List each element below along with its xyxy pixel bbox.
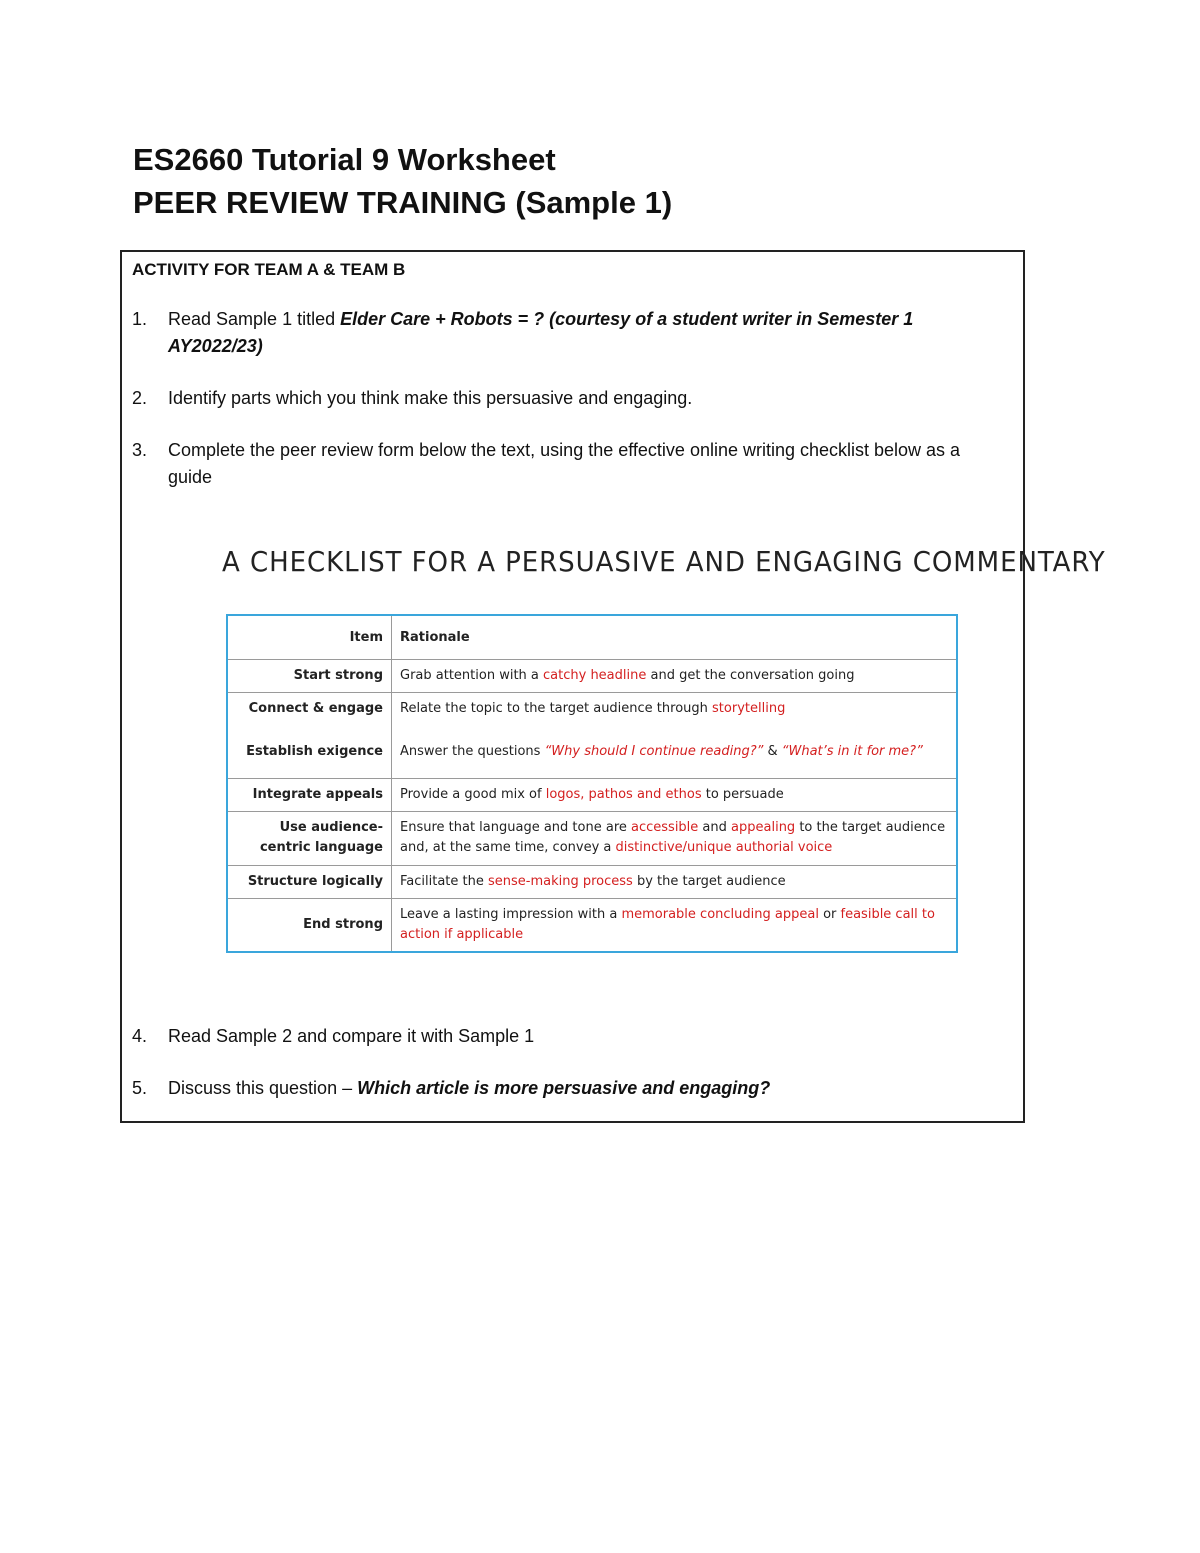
header-item: Item (227, 615, 392, 659)
rationale-end-strong: Leave a lasting impression with a memorable concluding appeal or feasible call to action if applicable (392, 898, 958, 952)
step-text-plain: Read Sample 1 titled (168, 309, 341, 329)
item-audience-centric: Use audience-centric language (227, 811, 392, 865)
rationale-connect-engage: Relate the topic to the target audience through storytelling (392, 692, 958, 725)
item-integrate-appeals: Integrate appeals (227, 778, 392, 811)
step-4 (132, 1023, 1007, 1050)
checklist-row (227, 725, 957, 778)
checklist-row (227, 865, 957, 898)
step-text: Identify parts which you think make this persuasive and engaging. (168, 388, 693, 408)
rationale-integrate-appeals: Provide a good mix of logos, pathos and ethos to persuade (392, 778, 958, 811)
step-number: 3. (132, 440, 148, 460)
step-1 (132, 306, 1007, 360)
discussion-question: Which article is more persuasive and engaging? (357, 1078, 771, 1098)
step-text (168, 1075, 1007, 1102)
header-rationale: Rationale (400, 629, 470, 645)
item-establish-exigence: Establish exigence (227, 725, 392, 778)
step-text: Complete the peer review form below the text, using the effective online writing checklist below as a guide (168, 440, 961, 487)
step-number: 2. (132, 388, 148, 408)
checklist-header-row (227, 615, 957, 659)
step-number: 1. (132, 309, 148, 329)
worksheet-title: ES2660 Tutorial 9 Worksheet (133, 142, 556, 177)
checklist-row (227, 659, 957, 692)
rationale-start-strong: Grab attention with a catchy headline and get the conversation going (392, 659, 958, 692)
step-text: Read Sample 2 and compare it with Sample 1 (168, 1026, 535, 1046)
rationale-structure-logically: Facilitate the sense-making process by the target audience (392, 865, 958, 898)
step-number: 5. (132, 1078, 148, 1098)
item-end-strong: End strong (227, 898, 392, 952)
activity-heading: ACTIVITY FOR TEAM A & TEAM B (132, 260, 406, 279)
worksheet-subtitle: PEER REVIEW TRAINING (Sample 1) (133, 185, 673, 220)
rationale-establish-exigence: Answer the questions “Why should I continue reading?” & “What’s in it for me?” (400, 743, 923, 759)
checklist-table (226, 614, 958, 953)
checklist-row (227, 811, 957, 865)
checklist-row (227, 778, 957, 811)
item-start-strong: Start strong (227, 659, 392, 692)
step-5 (132, 1075, 1007, 1102)
activity-box (120, 250, 1106, 1123)
step-number: 4. (132, 1026, 148, 1046)
checklist-title: A CHECKLIST FOR A PERSUASIVE AND ENGAGING COMMENTARY (222, 545, 1106, 578)
step-2 (132, 385, 1007, 412)
step-3 (132, 437, 1007, 491)
rationale-audience-centric: Ensure that language and tone are accessible and appealing to the target audience and, at the same time, convey a distinctive/unique authorial voice (392, 811, 958, 865)
item-structure-logically: Structure logically (227, 865, 392, 898)
item-connect-engage: Connect & engage (227, 692, 392, 725)
step-text (168, 306, 1007, 360)
checklist-row (227, 898, 957, 952)
checklist-row (227, 692, 957, 725)
sample-1-title: Elder Care + Robots = ? (courtesy of a student writer in Semester 1 AY2022/23) (168, 309, 914, 356)
step-text-plain: Discuss this question – (168, 1078, 358, 1098)
